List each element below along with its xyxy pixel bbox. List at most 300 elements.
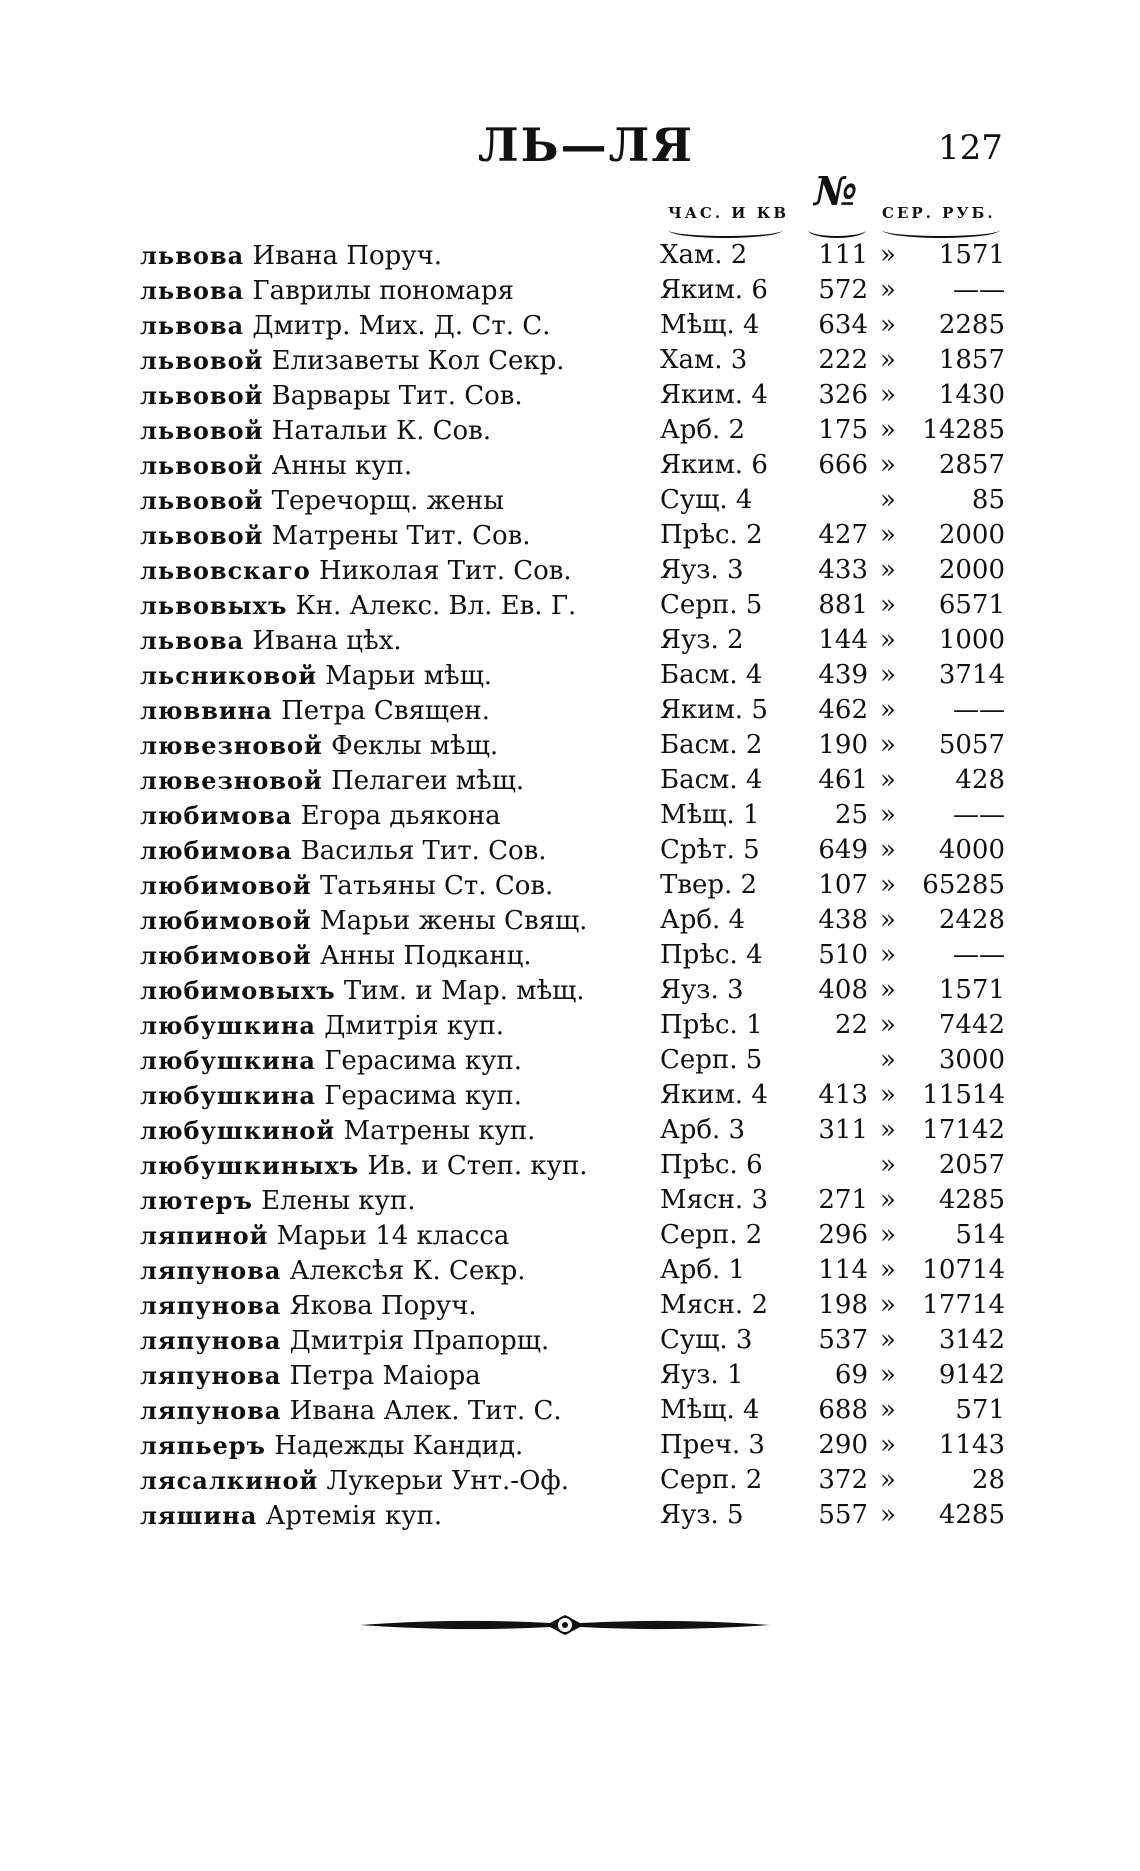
entry-part: Сущ. 4	[660, 485, 753, 515]
column-header-part: ЧАС. И КВ	[668, 204, 790, 222]
entry-surname: любушкина	[140, 1081, 316, 1110]
entry-name	[140, 308, 550, 344]
entry-mark: »	[880, 380, 896, 410]
entry-amount: ——	[953, 800, 1005, 830]
entry-amount: 65285	[922, 870, 1005, 900]
entry-amount: ——	[953, 940, 1005, 970]
entry-surname: любушкина	[140, 1011, 316, 1040]
entry-part: Яуз. 1	[660, 1360, 744, 1390]
entry-mark: »	[880, 345, 896, 375]
table-row	[0, 1428, 1140, 1463]
entry-given-name: Марьи 14 класса	[276, 1221, 510, 1251]
entry-surname: ляпунова	[140, 1291, 282, 1320]
entry-name	[140, 1358, 481, 1394]
entry-part: Яуз. 5	[660, 1500, 744, 1530]
table-row	[0, 518, 1140, 553]
table-row	[0, 1288, 1140, 1323]
entry-name	[140, 973, 585, 1009]
entry-number: 69	[834, 1360, 868, 1390]
entry-number: 433	[818, 555, 868, 585]
entry-name	[140, 623, 402, 659]
entry-surname: ляпунова	[140, 1256, 282, 1285]
entry-surname: ляшина	[140, 1501, 258, 1530]
entry-part: Арб. 3	[660, 1115, 746, 1145]
entry-mark: »	[880, 695, 896, 725]
entry-part: Мѣщ. 1	[660, 800, 760, 830]
entry-given-name: Егора дьякона	[300, 801, 501, 831]
entry-amount: 1857	[938, 345, 1005, 375]
entry-name	[140, 588, 576, 624]
table-row	[0, 413, 1140, 448]
entry-mark: »	[880, 1115, 896, 1145]
entry-given-name: Петра Маіора	[289, 1361, 481, 1391]
entry-given-name: Варвары Тит. Сов.	[271, 381, 523, 411]
entry-name	[140, 903, 587, 939]
entry-given-name: Герасима куп.	[324, 1081, 522, 1111]
entry-amount: 2857	[938, 450, 1005, 480]
table-row	[0, 483, 1140, 518]
entry-name	[140, 448, 412, 484]
entry-surname: львовой	[140, 486, 264, 515]
entry-given-name: Надежды Кандид.	[274, 1431, 524, 1461]
table-row	[0, 623, 1140, 658]
table-row	[0, 273, 1140, 308]
entry-mark: »	[880, 310, 896, 340]
entry-amount: 11514	[922, 1080, 1005, 1110]
entry-part: Яуз. 2	[660, 625, 744, 655]
entry-given-name: Ивана Алек. Тит. С.	[289, 1396, 562, 1426]
entry-amount: 85	[971, 485, 1005, 515]
entry-amount: ——	[953, 695, 1005, 725]
entry-part: Срѣт. 5	[660, 835, 760, 865]
entry-name	[140, 273, 514, 309]
entry-amount: 14285	[922, 415, 1005, 445]
decorative-rule-icon	[360, 1610, 770, 1640]
entry-name	[140, 343, 565, 379]
entry-given-name: Елизаветы Кол Секр.	[271, 346, 565, 376]
entry-mark: »	[880, 660, 896, 690]
entry-mark: »	[880, 1150, 896, 1180]
entry-mark: »	[880, 730, 896, 760]
entry-given-name: Артемія куп.	[265, 1501, 443, 1531]
entry-part: Серп. 5	[660, 1045, 763, 1075]
entry-number: 144	[818, 625, 868, 655]
entry-part: Арб. 1	[660, 1255, 746, 1285]
entry-surname: любушкина	[140, 1046, 316, 1075]
entry-surname: ляпунова	[140, 1361, 282, 1390]
entry-part: Мѣщ. 4	[660, 1395, 760, 1425]
entry-name	[140, 1498, 442, 1534]
entry-name	[140, 868, 553, 904]
entry-name	[140, 378, 523, 414]
entry-surname: льсниковой	[140, 661, 318, 690]
entry-name	[140, 1078, 522, 1114]
entry-surname: львова	[140, 311, 245, 340]
entry-part: Яким. 4	[660, 1080, 768, 1110]
entry-number: 408	[818, 975, 868, 1005]
entry-amount: 10714	[922, 1255, 1005, 1285]
entry-number: 439	[818, 660, 868, 690]
table-row	[0, 588, 1140, 623]
entry-mark: »	[880, 1500, 896, 1530]
entry-part: Яким. 6	[660, 275, 768, 305]
table-row	[0, 1183, 1140, 1218]
table-row	[0, 798, 1140, 833]
entry-surname: львовой	[140, 521, 264, 550]
entry-surname: любушкиной	[140, 1116, 336, 1145]
entry-mark: »	[880, 1430, 896, 1460]
entry-part: Твер. 2	[660, 870, 758, 900]
table-row	[0, 343, 1140, 378]
table-row	[0, 1148, 1140, 1183]
entry-name	[140, 553, 572, 589]
entry-given-name: Якова Поруч.	[289, 1291, 477, 1321]
table-row	[0, 308, 1140, 343]
entry-number: 25	[834, 800, 868, 830]
entry-amount: 571	[955, 1395, 1005, 1425]
entry-mark: »	[880, 1290, 896, 1320]
entry-surname: львовыхъ	[140, 591, 288, 620]
entry-mark: »	[880, 450, 896, 480]
entry-mark: »	[880, 275, 896, 305]
entry-number: 271	[818, 1185, 868, 1215]
entry-mark: »	[880, 1185, 896, 1215]
table-row	[0, 1498, 1140, 1533]
table-row	[0, 903, 1140, 938]
column-header-number: №	[814, 168, 858, 215]
entry-number: 198	[818, 1290, 868, 1320]
entry-number: 438	[818, 905, 868, 935]
entry-part: Басм. 2	[660, 730, 763, 760]
entry-number: 372	[818, 1465, 868, 1495]
entry-mark: »	[880, 975, 896, 1005]
entry-amount: 2000	[938, 555, 1005, 585]
entry-number: 114	[818, 1255, 868, 1285]
entry-amount: 5057	[938, 730, 1005, 760]
entry-part: Мясн. 3	[660, 1185, 768, 1215]
entry-mark: »	[880, 590, 896, 620]
entry-part: Яким. 4	[660, 380, 768, 410]
entry-amount: 1430	[938, 380, 1005, 410]
entry-given-name: Марьи жены Свящ.	[319, 906, 588, 936]
entry-surname: львовой	[140, 451, 264, 480]
entry-amount: 17714	[922, 1290, 1005, 1320]
entry-amount: 4285	[938, 1185, 1005, 1215]
entry-number: 634	[818, 310, 868, 340]
entry-name	[140, 1008, 504, 1044]
entry-name	[140, 1463, 569, 1499]
entry-part: Арб. 2	[660, 415, 746, 445]
entry-name	[140, 1218, 509, 1254]
entry-given-name: Теречорщ. жены	[271, 486, 504, 516]
entry-given-name: Пелагеи мѣщ.	[331, 766, 525, 796]
entry-given-name: Алексѣя К. Секр.	[289, 1256, 526, 1286]
entry-surname: львова	[140, 276, 245, 305]
entry-given-name: Кн. Алекс. Вл. Ев. Г.	[295, 591, 577, 621]
entry-mark: »	[880, 835, 896, 865]
entry-given-name: Тим. и Мар. мѣщ.	[343, 976, 585, 1006]
entry-given-name: Татьяны Ст. Сов.	[319, 871, 554, 901]
entry-given-name: Петра Священ.	[281, 696, 491, 726]
entry-number: 666	[818, 450, 868, 480]
entry-name	[140, 1253, 526, 1289]
brace-currency-icon	[882, 222, 1000, 238]
entry-given-name: Николая Тит. Сов.	[319, 556, 572, 586]
entry-mark: »	[880, 765, 896, 795]
entry-amount: 2428	[938, 905, 1005, 935]
table-row	[0, 1463, 1140, 1498]
entry-number: 326	[818, 380, 868, 410]
entry-number: 649	[818, 835, 868, 865]
entry-amount: 1571	[938, 240, 1005, 270]
entry-name	[140, 238, 442, 274]
table-row	[0, 1253, 1140, 1288]
entry-name	[140, 1393, 562, 1429]
entry-part: Серп. 5	[660, 590, 763, 620]
entry-name	[140, 1043, 522, 1079]
entry-name	[140, 1113, 535, 1149]
entry-given-name: Герасима куп.	[324, 1046, 522, 1076]
table-row	[0, 1393, 1140, 1428]
entry-surname: ляпиной	[140, 1221, 269, 1250]
entry-given-name: Анны Подканц.	[319, 941, 532, 971]
entry-surname: лювезновой	[140, 766, 323, 795]
table-row	[0, 378, 1140, 413]
entry-amount: 514	[955, 1220, 1005, 1250]
entry-given-name: Дмитр. Мих. Д. Ст. С.	[252, 311, 551, 341]
table-row	[0, 1008, 1140, 1043]
column-headers	[0, 168, 1140, 228]
entry-name	[140, 413, 491, 449]
entry-amount: 1000	[938, 625, 1005, 655]
entry-name	[140, 1428, 523, 1464]
entry-name	[140, 1183, 415, 1219]
entry-mark: »	[880, 1080, 896, 1110]
entry-amount: 7442	[938, 1010, 1005, 1040]
entry-surname: любимовой	[140, 941, 312, 970]
entry-surname: ляпьеръ	[140, 1431, 266, 1460]
entry-amount: 3714	[938, 660, 1005, 690]
entry-number: 175	[818, 415, 868, 445]
entry-mark: »	[880, 520, 896, 550]
entry-given-name: Ив. и Степ. куп.	[367, 1151, 588, 1181]
entry-name	[140, 938, 532, 974]
entry-part: Хам. 3	[660, 345, 748, 375]
table-row	[0, 728, 1140, 763]
entry-amount: 3142	[938, 1325, 1005, 1355]
entry-given-name: Феклы мѣщ.	[331, 731, 499, 761]
entry-part: Басм. 4	[660, 765, 763, 795]
entry-given-name: Марьи мѣщ.	[325, 661, 493, 691]
entry-name	[140, 728, 498, 764]
entry-number: 427	[818, 520, 868, 550]
entry-part: Серп. 2	[660, 1220, 763, 1250]
entry-given-name: Елены куп.	[261, 1186, 416, 1216]
entry-mark: »	[880, 1045, 896, 1075]
entry-part: Прѣс. 4	[660, 940, 763, 970]
entry-mark: »	[880, 485, 896, 515]
entry-name	[140, 658, 492, 694]
page-number: 127	[938, 128, 1003, 168]
entry-number: 107	[818, 870, 868, 900]
entry-name	[140, 1323, 549, 1359]
table-row	[0, 238, 1140, 273]
entry-number: 222	[818, 345, 868, 375]
entry-number: 881	[818, 590, 868, 620]
entry-mark: »	[880, 870, 896, 900]
entry-amount: 28	[971, 1465, 1005, 1495]
entry-given-name: Гаврилы пономаря	[252, 276, 514, 306]
page-title: ЛЬ—ЛЯ	[478, 118, 694, 172]
table-row	[0, 448, 1140, 483]
entry-number: 510	[818, 940, 868, 970]
entry-part: Прѣс. 2	[660, 520, 763, 550]
entry-surname: львовой	[140, 381, 264, 410]
entry-given-name: Анны куп.	[271, 451, 413, 481]
entry-given-name: Дмитрія Прапорщ.	[289, 1326, 550, 1356]
entry-number: 190	[818, 730, 868, 760]
entry-surname: львова	[140, 241, 245, 270]
brace-part-icon	[668, 222, 783, 238]
entry-part: Серп. 2	[660, 1465, 763, 1495]
entry-part: Басм. 4	[660, 660, 763, 690]
entry-part: Яуз. 3	[660, 975, 744, 1005]
entry-name	[140, 693, 490, 729]
table-row	[0, 1323, 1140, 1358]
entry-mark: »	[880, 1395, 896, 1425]
entry-given-name: Лукерьи Унт.-Оф.	[326, 1466, 570, 1496]
entry-given-name: Натальи К. Сов.	[271, 416, 492, 446]
entry-amount: 2000	[938, 520, 1005, 550]
entry-name	[140, 1148, 588, 1184]
entry-surname: любушкиныхъ	[140, 1151, 360, 1180]
entry-amount: 428	[955, 765, 1005, 795]
entry-mark: »	[880, 1360, 896, 1390]
entry-amount: 17142	[922, 1115, 1005, 1145]
entry-amount: 4000	[938, 835, 1005, 865]
entry-mark: »	[880, 1325, 896, 1355]
entry-part: Мясн. 2	[660, 1290, 768, 1320]
entry-number: 572	[818, 275, 868, 305]
entry-name	[140, 1288, 477, 1324]
entry-mark: »	[880, 905, 896, 935]
entry-part: Преч. 3	[660, 1430, 765, 1460]
entry-amount: 4285	[938, 1500, 1005, 1530]
entry-part: Прѣс. 6	[660, 1150, 763, 1180]
entry-surname: ляпунова	[140, 1326, 282, 1355]
entry-surname: любимовой	[140, 906, 312, 935]
table-row	[0, 973, 1140, 1008]
entry-number: 296	[818, 1220, 868, 1250]
entry-number: 688	[818, 1395, 868, 1425]
entry-mark: »	[880, 240, 896, 270]
entry-mark: »	[880, 625, 896, 655]
entry-given-name: Матрены Тит. Сов.	[271, 521, 531, 551]
entry-name	[140, 798, 501, 834]
entry-list	[0, 238, 1140, 1533]
entry-number: 290	[818, 1430, 868, 1460]
entry-surname: любимовыхъ	[140, 976, 336, 1005]
table-row	[0, 868, 1140, 903]
entry-mark: »	[880, 555, 896, 585]
entry-mark: »	[880, 1465, 896, 1495]
entry-number: 311	[818, 1115, 868, 1145]
entry-amount: 6571	[938, 590, 1005, 620]
entry-number: 413	[818, 1080, 868, 1110]
entry-given-name: Матрены куп.	[343, 1116, 536, 1146]
table-row	[0, 1043, 1140, 1078]
table-row	[0, 553, 1140, 588]
table-row	[0, 1358, 1140, 1393]
entry-part: Яким. 5	[660, 695, 768, 725]
entry-name	[140, 518, 531, 554]
entry-part: Яуз. 3	[660, 555, 744, 585]
entry-surname: ляпунова	[140, 1396, 282, 1425]
entry-surname: любимова	[140, 836, 293, 865]
table-row	[0, 1078, 1140, 1113]
entry-name	[140, 833, 547, 869]
entry-part: Прѣс. 1	[660, 1010, 763, 1040]
entry-part: Яким. 6	[660, 450, 768, 480]
entry-number: 462	[818, 695, 868, 725]
column-header-currency: СЕР. РУБ.	[882, 204, 996, 222]
entry-surname: львовскаго	[140, 556, 311, 585]
entry-surname: лясалкиной	[140, 1466, 319, 1495]
entry-name	[140, 483, 504, 519]
entry-amount: ——	[953, 275, 1005, 305]
entry-mark: »	[880, 415, 896, 445]
table-row	[0, 833, 1140, 868]
entry-mark: »	[880, 1010, 896, 1040]
entry-part: Хам. 2	[660, 240, 748, 270]
entry-surname: львовой	[140, 416, 264, 445]
entry-number: 111	[818, 240, 868, 270]
entry-surname: любимовой	[140, 871, 312, 900]
entry-name	[140, 763, 524, 799]
entry-number: 22	[834, 1010, 868, 1040]
entry-surname: люввина	[140, 696, 273, 725]
table-row	[0, 1113, 1140, 1148]
entry-surname: лютеръ	[140, 1186, 253, 1215]
entry-mark: »	[880, 940, 896, 970]
entry-given-name: Ивана цѣх.	[252, 626, 402, 656]
table-row	[0, 938, 1140, 973]
brace-number-icon	[808, 222, 866, 238]
entry-amount: 1571	[938, 975, 1005, 1005]
entry-number: 537	[818, 1325, 868, 1355]
table-row	[0, 1218, 1140, 1253]
entry-amount: 9142	[938, 1360, 1005, 1390]
entry-given-name: Василья Тит. Сов.	[300, 836, 547, 866]
table-row	[0, 763, 1140, 798]
table-row	[0, 693, 1140, 728]
entry-surname: любимова	[140, 801, 293, 830]
entry-number: 557	[818, 1500, 868, 1530]
entry-part: Сущ. 3	[660, 1325, 753, 1355]
entry-mark: »	[880, 800, 896, 830]
table-row	[0, 658, 1140, 693]
entry-part: Мѣщ. 4	[660, 310, 760, 340]
entry-surname: лювезновой	[140, 731, 323, 760]
entry-given-name: Дмитрія куп.	[324, 1011, 505, 1041]
entry-mark: »	[880, 1220, 896, 1250]
entry-surname: львова	[140, 626, 245, 655]
entry-part: Арб. 4	[660, 905, 746, 935]
entry-mark: »	[880, 1255, 896, 1285]
entry-amount: 2285	[938, 310, 1005, 340]
entry-surname: львовой	[140, 346, 264, 375]
entry-amount: 1143	[938, 1430, 1005, 1460]
